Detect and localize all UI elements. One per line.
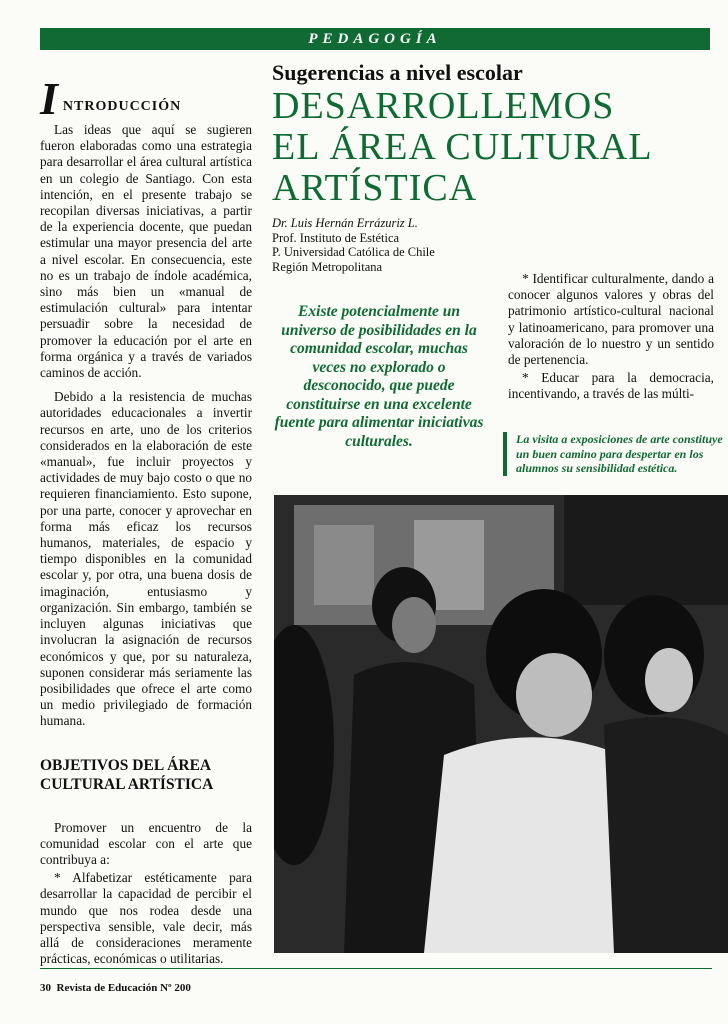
intro-paragraph-2: Debido a la resistencia de muchas autoridades educacionales a invertir recursos en arte, uno de los criterios considerados en la elaboración de este «manual», fue incluir proyectos y actividades de muy bajo costo o que no requieren financiamiento. Esto supone, por una parte, conocer y aprovechar en forma más eficaz los recursos humanos, materiales, de espacio y tiempo disponibles en la comunidad escolar y, por otra, una buena dosis de imaginación, entusiasmo y organización. Sin embargo, también se incluyen algunas iniciativas que involucran la asignación de recursos económicos y que, por su naturaleza, suponen considerar más seriamente las posibilidades que ofrece el arte como un medio privilegiado de formación humana. bbox=[40, 389, 252, 729]
title-line: ARTÍSTICA bbox=[272, 167, 478, 209]
byline-line: Prof. Instituto de Estética bbox=[272, 230, 400, 245]
article-title bbox=[272, 86, 712, 209]
objectives-paragraph-1: Promover un encuentro de la comunidad escolar con el arte que contribuya a: bbox=[40, 819, 252, 867]
title-line: EL ÁREA CULTURAL bbox=[272, 126, 653, 168]
pull-quote: Existe potencialmente un universo de posibilidades en la comunidad escolar, muchas veces no explorado o desconocido, que puede constituirse en una excelente fuente para alimentar iniciativas culturales. bbox=[274, 303, 484, 450]
objectives-heading bbox=[40, 756, 252, 794]
intro-heading-text: NTRODUCCIÓN bbox=[62, 99, 182, 114]
publication-name: Revista de Educación Nº 200 bbox=[56, 982, 191, 994]
byline-line: Región Metropolitana bbox=[272, 259, 383, 274]
article-subtitle: Sugerencias a nivel escolar bbox=[272, 60, 523, 85]
byline bbox=[272, 216, 435, 274]
right-paragraph-1: * Identificar culturalmente, dando a conocer algunos valores y obras del patrimonio artístico-cultural nacional y latinoamericano, para promover una valoración de lo nuestro y un sentido de pertenencia. bbox=[508, 271, 714, 368]
drop-cap: I bbox=[40, 73, 59, 124]
photo-illustration bbox=[274, 495, 728, 953]
intro-paragraph-1: Las ideas que aquí se sugieren fueron elaboradas como una estrategia para desarrollar el área cultural artística en un colegio de Santiago. Con esta intención, en el presente trabajo se recopilan diversas iniciativas, a partir de la experiencia docente, que puedan estimular una mayor presencia del arte a nivel escolar. En consecuencia, este no es un trabajo de índole académica, sino más bien un «manual de estimulación cultural» para intentar persuadir sobre la necesidad de promover la educación por el arte en forma orgánica y a través de variados caminos de acción. bbox=[40, 122, 252, 381]
objectives-heading-line: OBJETIVOS DEL ÁREA bbox=[40, 756, 212, 774]
right-column bbox=[508, 271, 714, 403]
objectives-heading-line: CULTURAL ARTÍSTICA bbox=[40, 775, 214, 793]
byline-line: P. Universidad Católica de Chile bbox=[272, 245, 435, 259]
page-footer bbox=[40, 982, 191, 994]
right-paragraph-2: * Educar para la democracia, incentivando, a través de las múlti- bbox=[508, 370, 714, 402]
objectives-paragraph-2: * Alfabetizar estéticamente para desarrollar la capacidad de percibir el mundo que nos rodea desde una perspectiva sensible, vale decir, más allá de consideraciones meramente prácticas, económicas o utilitarias. bbox=[40, 870, 252, 967]
page-number: 30 bbox=[40, 982, 51, 994]
exhibition-photo bbox=[274, 495, 728, 953]
photo-caption: La visita a exposiciones de arte constituye un buen camino para despertar en los alumnos su sensibilidad estética. bbox=[503, 432, 726, 476]
section-banner: PEDAGOGÍA bbox=[40, 28, 710, 50]
intro-heading bbox=[40, 73, 252, 124]
byline-author: Dr. Luis Hernán Errázuriz L. bbox=[272, 216, 418, 230]
title-line: DESARROLLEMOS bbox=[272, 85, 615, 127]
footer-rule bbox=[40, 968, 712, 969]
left-column bbox=[40, 73, 252, 967]
